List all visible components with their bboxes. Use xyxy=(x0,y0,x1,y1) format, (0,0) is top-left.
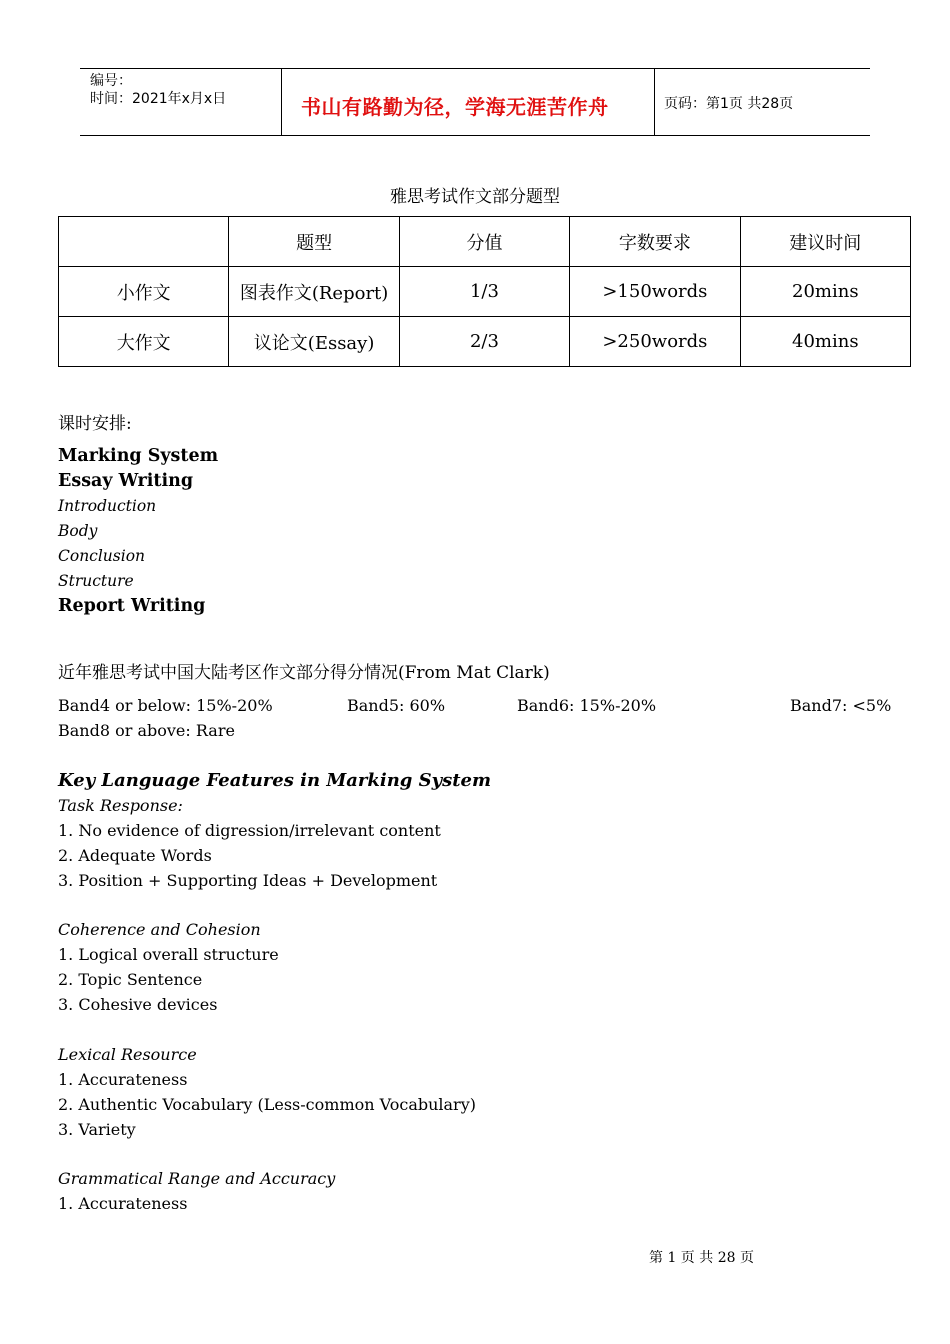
doc-title: 雅思考试作文部分题型 xyxy=(390,187,560,207)
table-cell: 议论文(Essay) xyxy=(229,317,399,367)
list-item: 1. No evidence of digression/irrelevant content xyxy=(58,821,441,840)
score-band6: Band6: 15%-20% xyxy=(517,696,657,715)
score-band5: Band5: 60% xyxy=(347,696,446,715)
table-row xyxy=(59,267,911,317)
header-divider-left xyxy=(281,68,282,136)
schedule-item: Body xyxy=(58,522,98,540)
schedule-item: Marking System xyxy=(58,446,219,466)
table-cell: 2/3 xyxy=(399,317,569,367)
schedule-heading: 课时安排: xyxy=(58,414,132,434)
question-type-table xyxy=(58,216,911,367)
list-item: 3. Position + Supporting Ideas + Development xyxy=(58,871,438,890)
table-cell: >150words xyxy=(570,267,740,317)
list-item: 2. Adequate Words xyxy=(58,846,212,865)
schedule-item: Structure xyxy=(58,572,134,590)
footer-page-number: 第 1 页 共 28 页 xyxy=(649,1250,754,1266)
coherence-title: Coherence and Cohesion xyxy=(58,920,261,939)
table-cell: 大作文 xyxy=(59,317,229,367)
schedule-item: Report Writing xyxy=(58,596,206,616)
lexical-title: Lexical Resource xyxy=(58,1045,197,1064)
list-item: 1. Accurateness xyxy=(58,1070,188,1089)
table-header-cell xyxy=(59,217,229,267)
table-header-cell: 分值 xyxy=(399,217,569,267)
list-item: 2. Authentic Vocabulary (Less-common Vocabulary) xyxy=(58,1095,476,1114)
features-heading: Key Language Features in Marking System xyxy=(58,770,492,791)
list-item: 2. Topic Sentence xyxy=(58,970,203,989)
task-response-title: Task Response: xyxy=(58,796,183,815)
table-cell: 40mins xyxy=(740,317,910,367)
header-date-label: 时间：2021年x月x日 xyxy=(90,91,227,107)
score-band8: Band8 or above: Rare xyxy=(58,721,235,740)
table-cell: >250words xyxy=(570,317,740,367)
header-motto: 书山有路勤为径，学海无涯苦作舟 xyxy=(301,95,609,119)
header-top-rule xyxy=(80,68,870,69)
table-header-cell: 字数要求 xyxy=(570,217,740,267)
table-cell: 20mins xyxy=(740,267,910,317)
schedule-item: Introduction xyxy=(58,497,157,515)
header-divider-right xyxy=(654,68,655,136)
schedule-item: Essay Writing xyxy=(58,471,194,491)
score-band7: Band7: <5% xyxy=(790,696,892,715)
table-header-cell: 建议时间 xyxy=(740,217,910,267)
table-header-cell: 题型 xyxy=(229,217,399,267)
list-item: 1. Accurateness xyxy=(58,1194,188,1213)
table-cell: 小作文 xyxy=(59,267,229,317)
list-item: 1. Logical overall structure xyxy=(58,945,279,964)
header-page-info: 页码：第1页 共28页 xyxy=(664,96,794,112)
schedule-item: Conclusion xyxy=(58,547,146,565)
grammar-title: Grammatical Range and Accuracy xyxy=(58,1169,336,1188)
scores-heading: 近年雅思考试中国大陆考区作文部分得分情况(From Mat Clark) xyxy=(58,663,550,683)
table-cell: 图表作文(Report) xyxy=(229,267,399,317)
table-cell: 1/3 xyxy=(399,267,569,317)
table-row xyxy=(59,317,911,367)
list-item: 3. Cohesive devices xyxy=(58,995,218,1014)
list-item: 3. Variety xyxy=(58,1120,136,1139)
table-header-row xyxy=(59,217,911,267)
header-bottom-rule xyxy=(80,135,870,136)
score-band4: Band4 or below: 15%-20% xyxy=(58,696,273,715)
header-number-label: 编号： xyxy=(90,73,132,89)
